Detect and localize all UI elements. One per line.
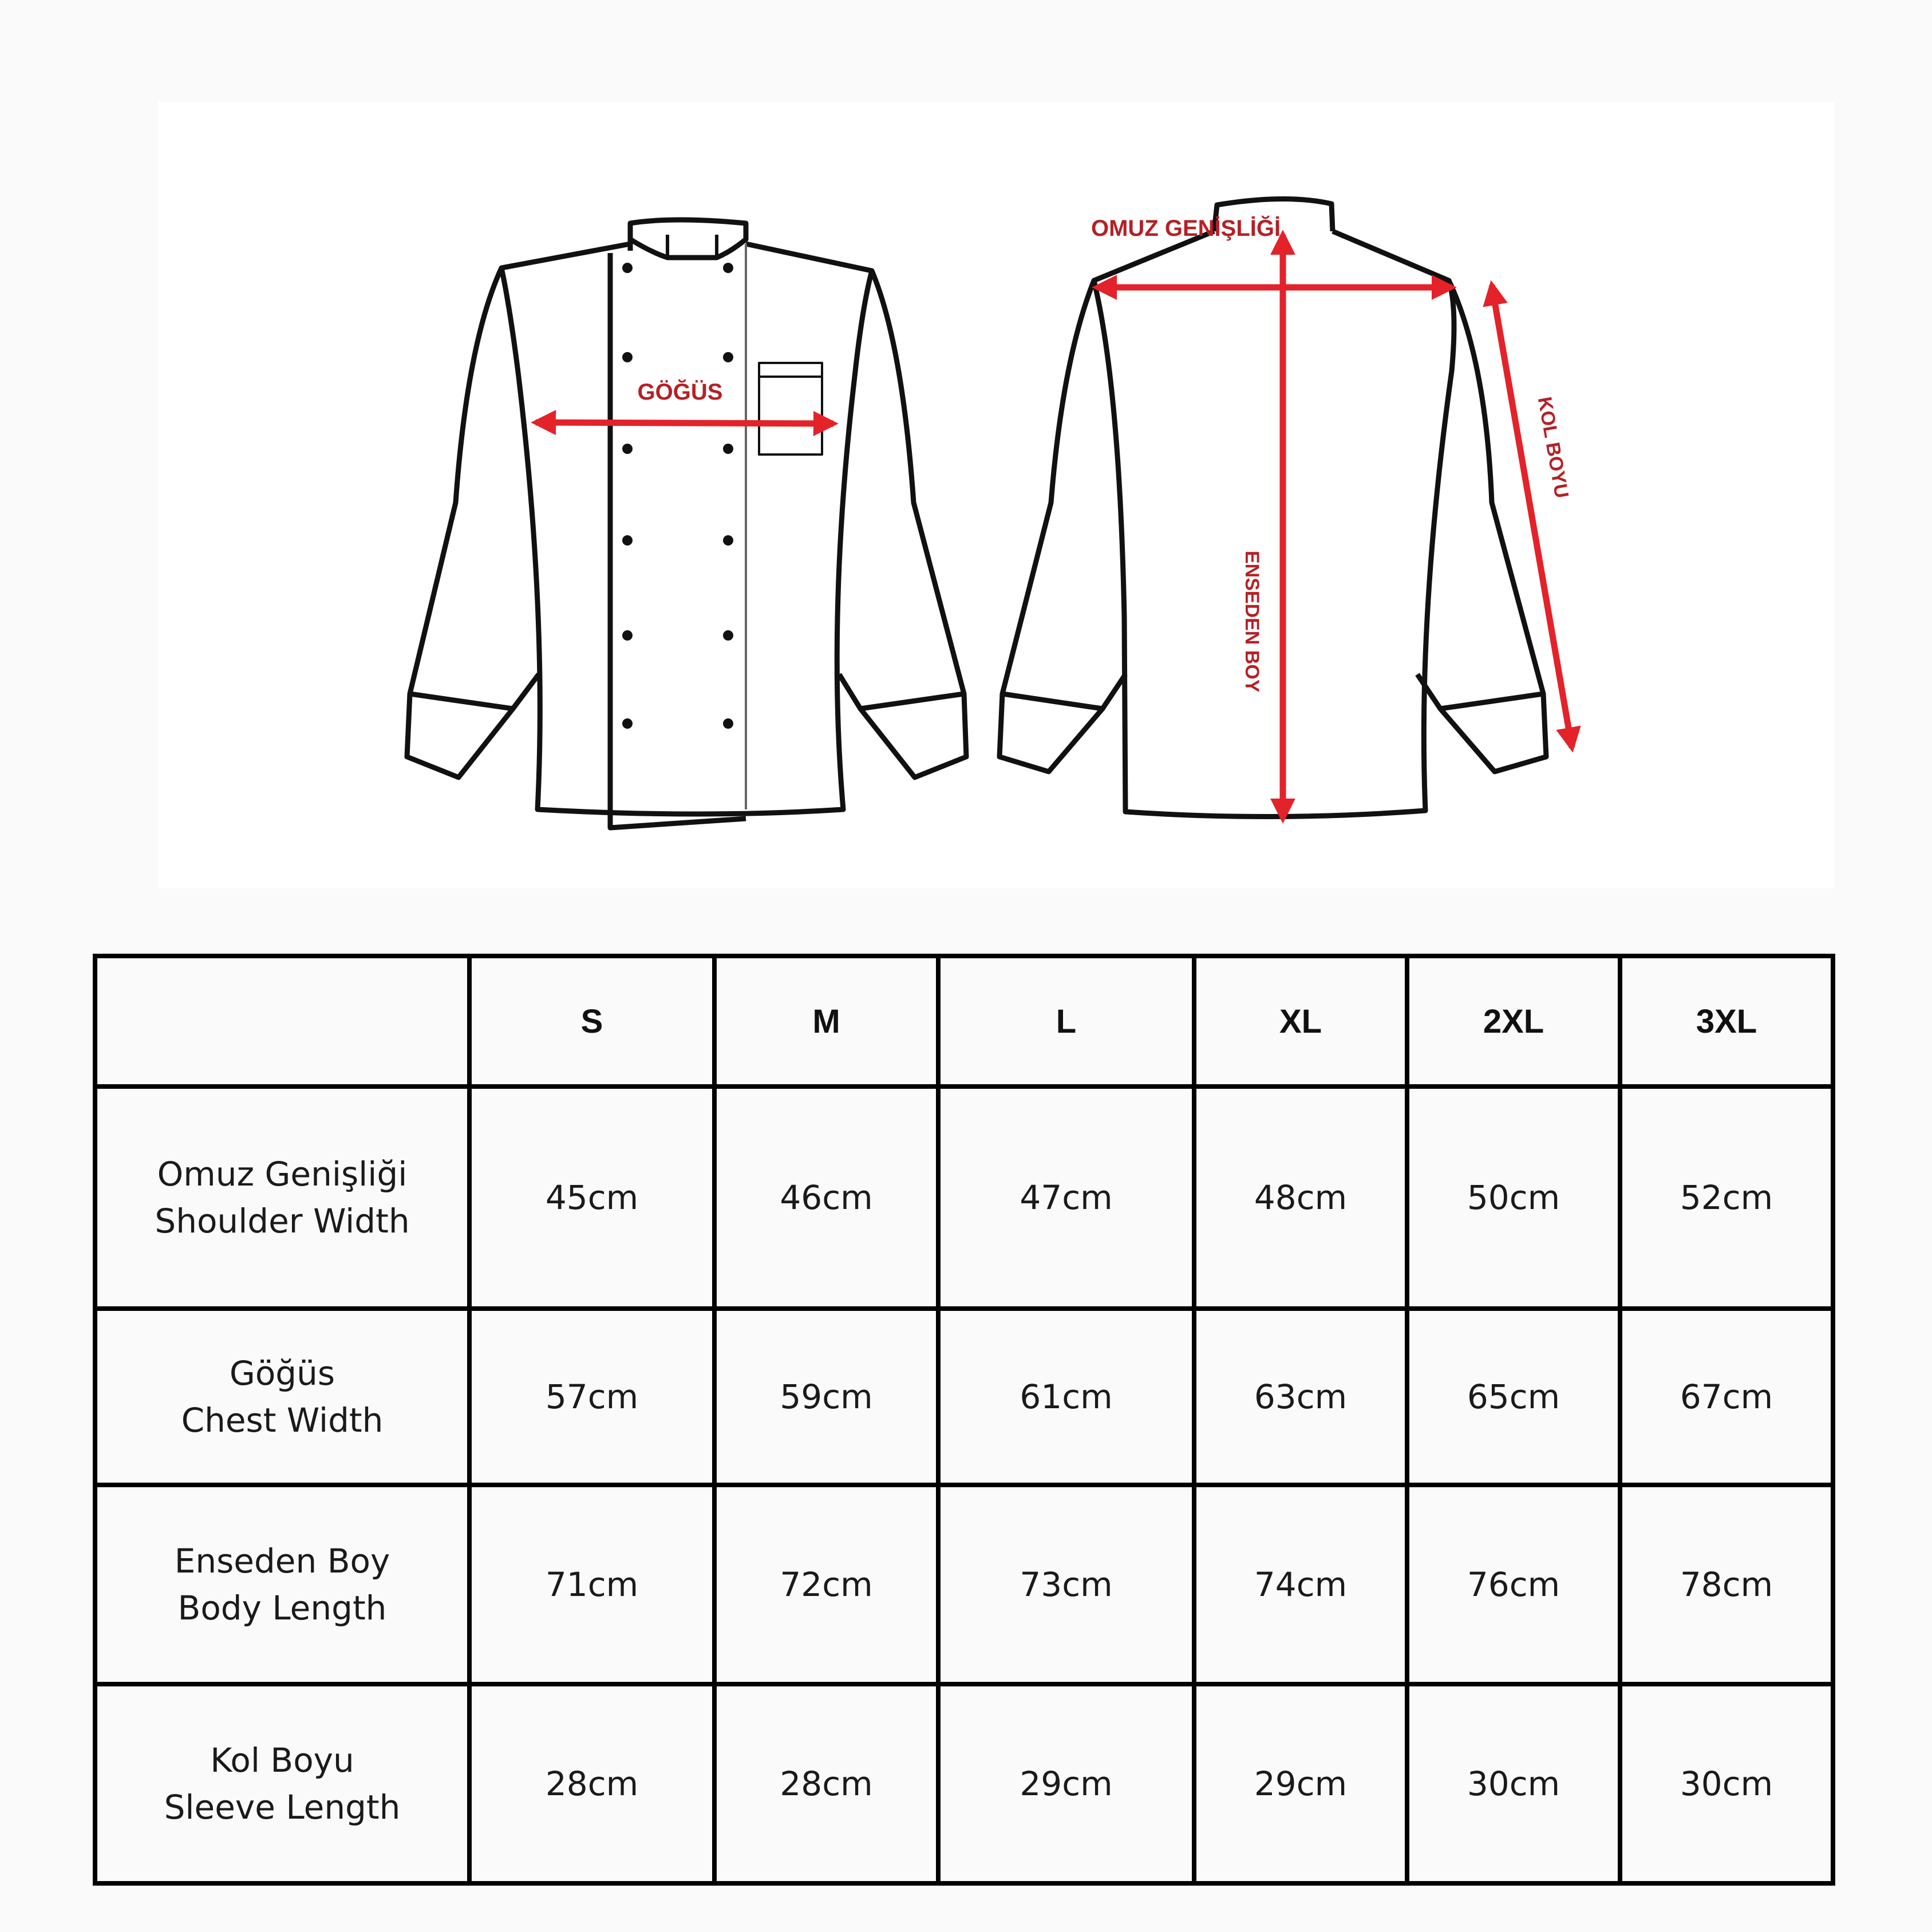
row-label-tr: Göğüs: [229, 1354, 335, 1393]
table-cell: 67cm: [1620, 1309, 1833, 1485]
table-cell: 48cm: [1194, 1086, 1407, 1309]
front-buttons: [622, 263, 733, 729]
table-cell: 72cm: [714, 1485, 938, 1684]
row-label-en: Sleeve Length: [164, 1788, 401, 1827]
table-cell: 45cm: [469, 1086, 714, 1309]
table-cell: 52cm: [1620, 1086, 1833, 1309]
table-row: [95, 1485, 1833, 1684]
table-cell: 71cm: [469, 1485, 714, 1684]
jacket-illustration: [158, 102, 1834, 888]
size-header: 3XL: [1620, 956, 1833, 1086]
table-header-row: [95, 956, 1833, 1086]
table-cell: 30cm: [1620, 1684, 1833, 1883]
jacket-diagram: [158, 102, 1834, 888]
size-header: L: [938, 956, 1194, 1086]
back-jacket-outline: [999, 199, 1546, 816]
table-cell: 73cm: [938, 1485, 1194, 1684]
row-label-en: Chest Width: [181, 1401, 384, 1440]
table-cell: 63cm: [1194, 1309, 1407, 1485]
table-row: [95, 1684, 1833, 1883]
table-cell: 78cm: [1620, 1485, 1833, 1684]
shoulder-label: OMUZ GENİŞLİĞİ: [1091, 216, 1281, 241]
table-cell: 47cm: [938, 1086, 1194, 1309]
row-label-tr: Kol Boyu: [210, 1741, 354, 1780]
sleeve-arrow: [1492, 285, 1572, 748]
table-cell: 76cm: [1407, 1485, 1620, 1684]
table-cell: 59cm: [714, 1309, 938, 1485]
row-label-en: Shoulder Width: [155, 1202, 410, 1240]
front-jacket-outline: [407, 220, 966, 828]
table-cell: 29cm: [1194, 1684, 1407, 1883]
table-row: [95, 1086, 1833, 1309]
row-label: [95, 1684, 469, 1883]
row-label-tr: Omuz Genişliği: [157, 1155, 408, 1194]
chest-arrow: [536, 422, 833, 424]
table-cell: 57cm: [469, 1309, 714, 1485]
table-cell: 74cm: [1194, 1485, 1407, 1684]
table-cell: 30cm: [1407, 1684, 1620, 1883]
row-label-tr: Enseden Boy: [174, 1542, 390, 1581]
empty-header-cell: [95, 956, 469, 1086]
table-cell: 28cm: [714, 1684, 938, 1883]
table-cell: 29cm: [938, 1684, 1194, 1883]
table-cell: 65cm: [1407, 1309, 1620, 1485]
size-header: XL: [1194, 956, 1407, 1086]
row-label-en: Body Length: [177, 1589, 387, 1627]
row-label: [95, 1485, 469, 1684]
table-cell: 28cm: [469, 1684, 714, 1883]
table-cell: 61cm: [938, 1309, 1194, 1485]
sleeve-label: KOL BOYU: [1533, 395, 1573, 500]
chest-label: GÖĞÜS: [637, 380, 723, 405]
size-header: 2XL: [1407, 956, 1620, 1086]
table-cell: 46cm: [714, 1086, 938, 1309]
size-header: M: [714, 956, 938, 1086]
row-label: [95, 1086, 469, 1309]
size-chart-table: [93, 954, 1835, 1886]
table-cell: 50cm: [1407, 1086, 1620, 1309]
row-label: [95, 1309, 469, 1485]
table-row: [95, 1309, 1833, 1485]
body-length-label: ENSEDEN BOY: [1241, 551, 1263, 693]
size-header: S: [469, 956, 714, 1086]
